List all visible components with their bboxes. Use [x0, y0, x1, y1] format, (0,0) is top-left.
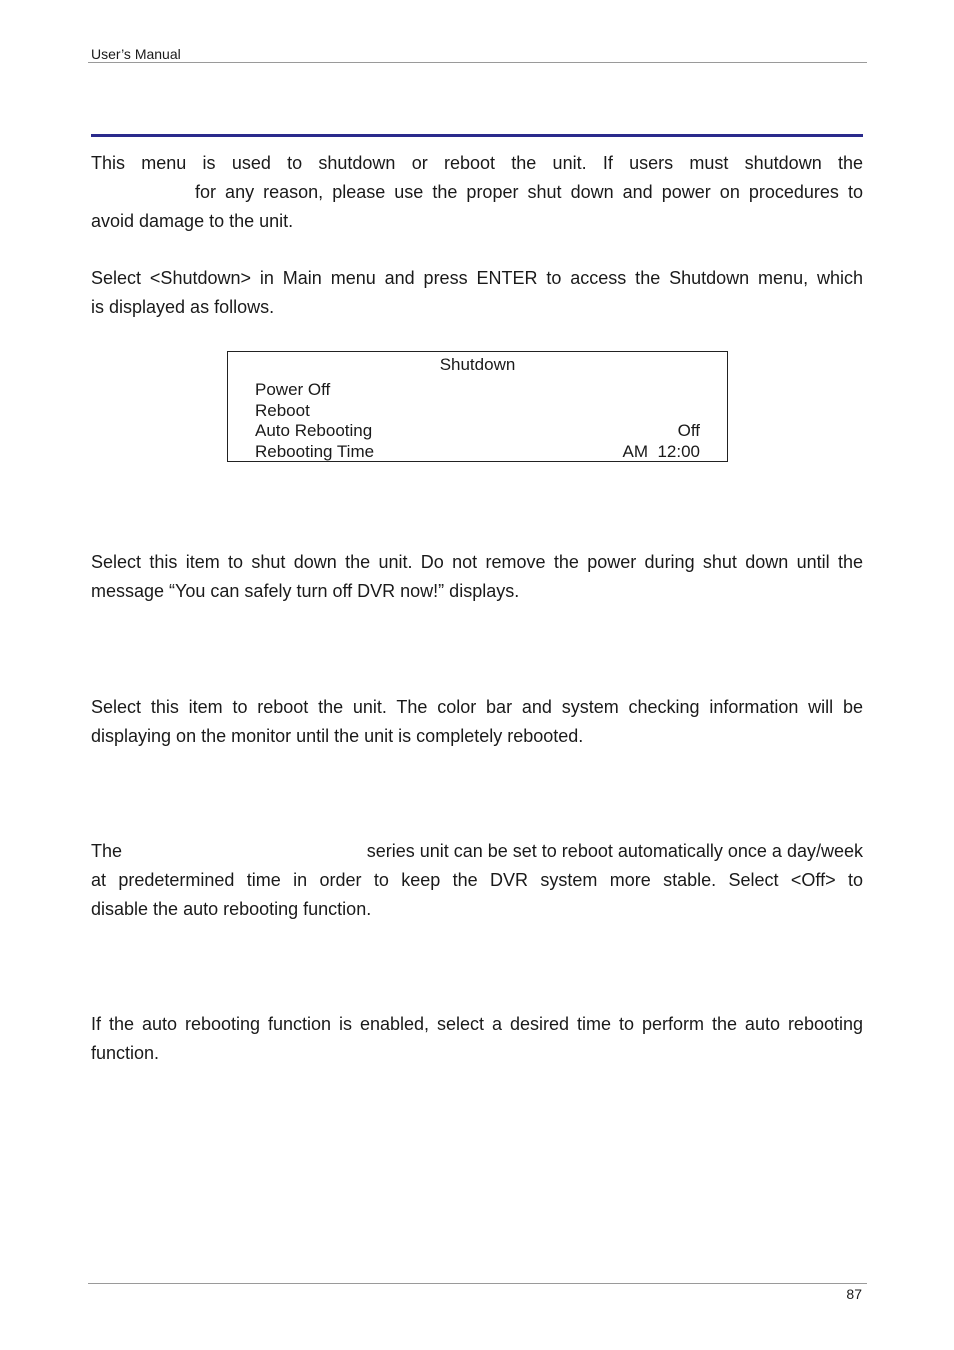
menu-item-label: Auto Rebooting	[255, 421, 373, 440]
auto-rebooting-line-2: at predetermined time in order to keep the DVR system more stable. Select <Off> to	[91, 870, 863, 890]
menu-item-power-off[interactable]	[255, 380, 700, 401]
rebooting-time-line-2: function.	[91, 1043, 160, 1063]
section-rule	[91, 134, 863, 137]
auto-rebooting-line-1-start: The	[91, 841, 123, 861]
power-off-line-2: message “You can safely turn off DVR now!” displays.	[91, 581, 520, 601]
auto-rebooting-paragraph	[91, 837, 863, 924]
shutdown-menu	[227, 351, 728, 462]
menu-item-rebooting-time[interactable]	[255, 442, 700, 463]
access-paragraph	[91, 264, 863, 322]
auto-rebooting-line-3: disable the auto rebooting function.	[91, 899, 372, 919]
reboot-paragraph	[91, 693, 863, 751]
header-title: User’s Manual	[91, 46, 181, 62]
power-off-paragraph	[91, 548, 863, 606]
menu-item-reboot[interactable]	[255, 401, 700, 422]
rebooting-time-line-1: If the auto rebooting function is enabled, select a desired time to perform the auto rebooting	[91, 1014, 863, 1034]
rebooting-time-paragraph	[91, 1010, 863, 1068]
menu-item-auto-rebooting[interactable]	[255, 421, 700, 442]
intro-line-1: This menu is used to shutdown or reboot the unit. If users must shutdown the	[91, 153, 863, 173]
auto-rebooting-line-1	[91, 837, 863, 866]
menu-item-value: Off	[677, 421, 700, 440]
menu-title: Shutdown	[439, 355, 516, 374]
header-rule	[88, 62, 867, 63]
reboot-line-2: displaying on the monitor until the unit is completely rebooted.	[91, 726, 584, 746]
power-off-line-1: Select this item to shut down the unit. Do not remove the power during shut down until the	[91, 552, 863, 572]
access-line-1: Select <Shutdown> in Main menu and press ENTER to access the Shutdown menu, which	[91, 268, 863, 288]
menu-item-label: Rebooting Time	[255, 441, 375, 461]
menu-item-value: AM 12:00	[622, 441, 700, 461]
intro-line-3: avoid damage to the unit.	[91, 211, 294, 231]
menu-item-label: Reboot	[255, 400, 310, 420]
access-line-2: is displayed as follows.	[91, 297, 275, 317]
footer-rule	[88, 1283, 867, 1284]
reboot-line-1: Select this item to reboot the unit. The color bar and system checking information will be	[91, 697, 863, 717]
intro-line-2: for any reason, please use the proper shut down and power on procedures to	[195, 182, 863, 202]
menu-item-label: Power Off	[255, 380, 331, 399]
auto-rebooting-line-1-end: series unit can be set to reboot automatically once a day/week	[366, 841, 863, 861]
intro-paragraph	[91, 149, 863, 236]
page-number: 87	[846, 1286, 862, 1302]
